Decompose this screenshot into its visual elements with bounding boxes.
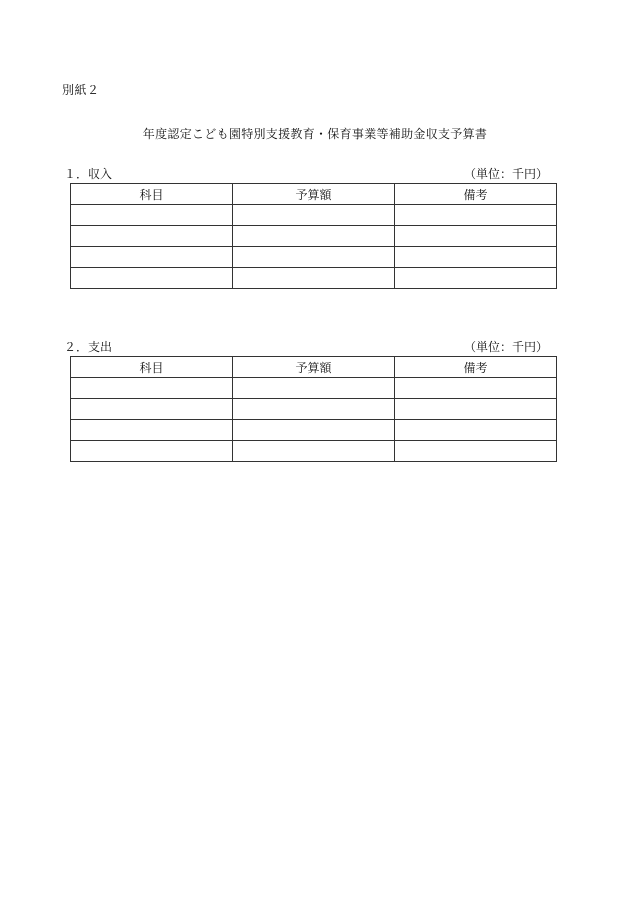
remarks-cell[interactable] <box>395 226 557 247</box>
budget-amount-cell[interactable] <box>233 420 395 441</box>
column-header-budget-amount: 予算額 <box>233 357 395 378</box>
remarks-cell[interactable] <box>395 378 557 399</box>
subject-cell[interactable] <box>71 378 233 399</box>
expense-section <box>62 338 556 375</box>
table-row <box>71 378 557 399</box>
subject-cell[interactable] <box>71 205 233 226</box>
income-table-header-row <box>71 184 557 205</box>
column-header-remarks: 備考 <box>395 184 557 205</box>
budget-amount-cell[interactable] <box>233 378 395 399</box>
document-title: 年度認定こども園特別支援教育・保育事業等補助金収支予算書 <box>142 127 488 141</box>
income-section <box>62 165 556 202</box>
subject-cell[interactable] <box>71 399 233 420</box>
subject-cell[interactable] <box>71 247 233 268</box>
table-row <box>71 205 557 226</box>
expense-unit-note: （単位：千円） <box>463 340 548 354</box>
remarks-cell[interactable] <box>395 420 557 441</box>
budget-amount-cell[interactable] <box>233 205 395 226</box>
table-row <box>71 247 557 268</box>
remarks-cell[interactable] <box>395 205 557 226</box>
remarks-cell[interactable] <box>395 268 557 289</box>
remarks-cell[interactable] <box>395 441 557 462</box>
subject-cell[interactable] <box>71 226 233 247</box>
subject-cell[interactable] <box>71 441 233 462</box>
table-row <box>71 399 557 420</box>
income-table <box>70 183 557 289</box>
column-header-budget-amount: 予算額 <box>233 184 395 205</box>
income-section-header <box>62 165 556 183</box>
income-section-title: １．収入 <box>64 167 113 181</box>
subject-cell[interactable] <box>71 420 233 441</box>
table-row <box>71 441 557 462</box>
table-row <box>71 420 557 441</box>
appendix-label: 別紙２ <box>62 83 100 97</box>
remarks-cell[interactable] <box>395 399 557 420</box>
income-unit-note: （単位：千円） <box>463 167 548 181</box>
expense-table-header-row <box>71 357 557 378</box>
expense-table <box>70 356 557 462</box>
column-header-subject: 科目 <box>71 184 233 205</box>
budget-amount-cell[interactable] <box>233 226 395 247</box>
budget-amount-cell[interactable] <box>233 247 395 268</box>
table-row <box>71 226 557 247</box>
table-row <box>71 268 557 289</box>
budget-amount-cell[interactable] <box>233 268 395 289</box>
remarks-cell[interactable] <box>395 247 557 268</box>
budget-amount-cell[interactable] <box>233 399 395 420</box>
column-header-subject: 科目 <box>71 357 233 378</box>
expense-section-header <box>62 338 556 356</box>
budget-amount-cell[interactable] <box>233 441 395 462</box>
subject-cell[interactable] <box>71 268 233 289</box>
column-header-remarks: 備考 <box>395 357 557 378</box>
expense-section-title: ２．支出 <box>64 340 113 354</box>
